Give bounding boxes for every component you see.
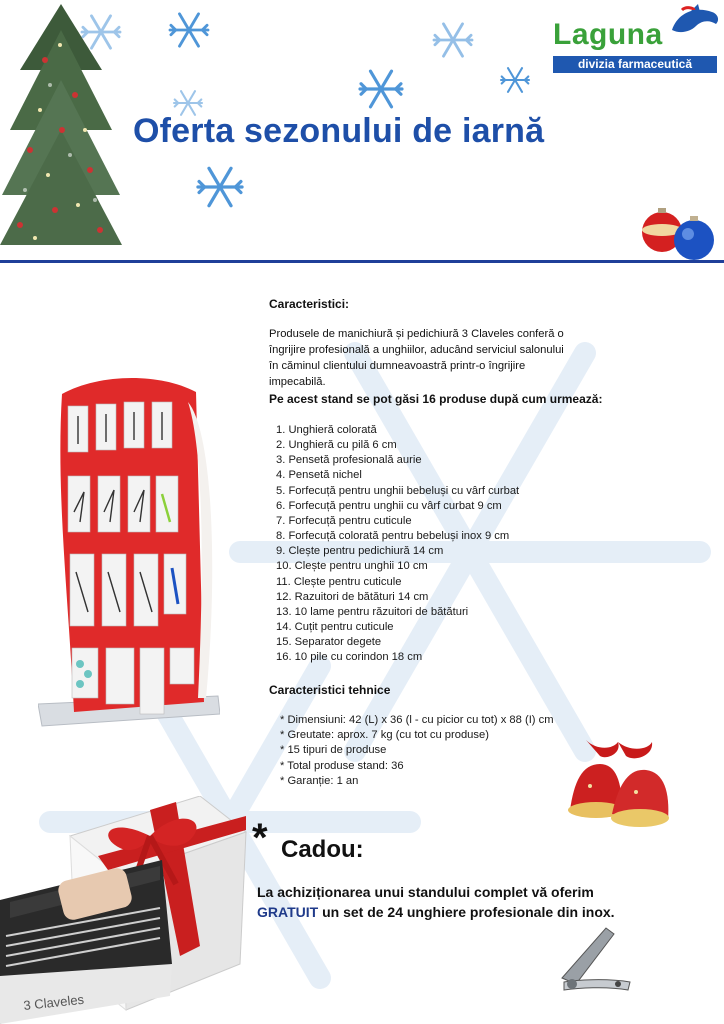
list-item: 16. 10 pile cu corindon 18 cm xyxy=(276,651,423,664)
spec-item: * 15 tipuri de produse xyxy=(280,744,387,757)
header xyxy=(0,0,724,262)
gift-free-label: GRATUIT xyxy=(257,904,319,920)
spec-item: * Garanție: 1 an xyxy=(280,774,359,787)
list-item: 12. Razuitori de bătături 14 cm xyxy=(276,590,429,603)
list-item: 14. Cuțit pentru cuticule xyxy=(276,621,394,634)
gift-text-after: un set de 24 unghiere profesionale din inox. xyxy=(322,904,615,920)
stand-heading: Pe acest stand se pot găsi 16 produse după cum urmează: xyxy=(269,392,603,406)
dolphin-icon xyxy=(668,2,722,36)
header-divider xyxy=(0,260,724,263)
nail-clipper-image xyxy=(556,922,634,998)
spec-item: * Dimensiuni: 42 (L) x 36 (l - cu picior cu tot) x 88 (I) cm xyxy=(280,714,554,726)
list-item: 7. Forfecuță pentru cuticule xyxy=(276,514,412,527)
christmas-ornaments-image xyxy=(636,200,722,260)
box-brand-label: 3 Claveles xyxy=(22,991,85,1013)
product-list xyxy=(276,423,519,666)
features-intro: Produsele de manichiură și pedichiură 3 Claveles conferă o îngrijire profesională a unghiilor, aducând serviciul salonului în căminul clientului dumneavoastră printr-o îngrijire impecabilă. xyxy=(269,328,564,388)
spec-item: * Greutate: aprox. 7 kg (cu tot cu produse) xyxy=(280,729,489,742)
technical-heading: Caracteristici tehnice xyxy=(269,683,391,697)
christmas-bells-image xyxy=(556,736,680,832)
list-item: 2. Unghieră cu pilă 6 cm xyxy=(276,439,397,452)
list-item: 11. Clește pentru cuticule xyxy=(276,575,402,588)
list-item: 13. 10 lame pentru răzuitori de bătături xyxy=(276,605,469,618)
list-item: 1. Unghieră colorată xyxy=(276,424,377,436)
gift-text-before: La achiziționarea unui standului complet vă oferim xyxy=(257,884,594,900)
list-item: 15. Separator degete xyxy=(276,636,382,649)
product-stand-image xyxy=(38,372,220,732)
gift-title: Cadou: xyxy=(281,836,364,863)
list-item: 3. Pensetă profesională aurie xyxy=(276,454,422,467)
list-item: 10. Clește pentru unghii 10 cm xyxy=(276,560,428,573)
list-item: 9. Clește pentru pedichiură 14 cm xyxy=(276,545,444,558)
list-item: 6. Forfecuță pentru unghii cu vârf curbat 9 cm xyxy=(276,499,502,512)
list-item: 4. Pensetă nichel xyxy=(276,469,362,482)
list-item: 8. Forfecuță colorată pentru bebeluși inox 9 cm xyxy=(276,530,510,543)
spec-item: * Total produse stand: 36 xyxy=(280,759,404,772)
gift-asterisk: * xyxy=(252,816,268,860)
gift-box-image xyxy=(0,796,250,1024)
list-item: 5. Forfecuță pentru unghii bebeluși cu vârf curbat xyxy=(276,484,520,497)
page-title: Oferta sezonului de iarnă xyxy=(133,112,545,150)
logo-name: Laguna xyxy=(553,18,663,51)
technical-list xyxy=(280,713,554,789)
logo-subtitle: divizia farmaceutică xyxy=(553,56,717,73)
features-heading: Caracteristici: xyxy=(269,297,350,311)
gift-text xyxy=(257,882,677,922)
